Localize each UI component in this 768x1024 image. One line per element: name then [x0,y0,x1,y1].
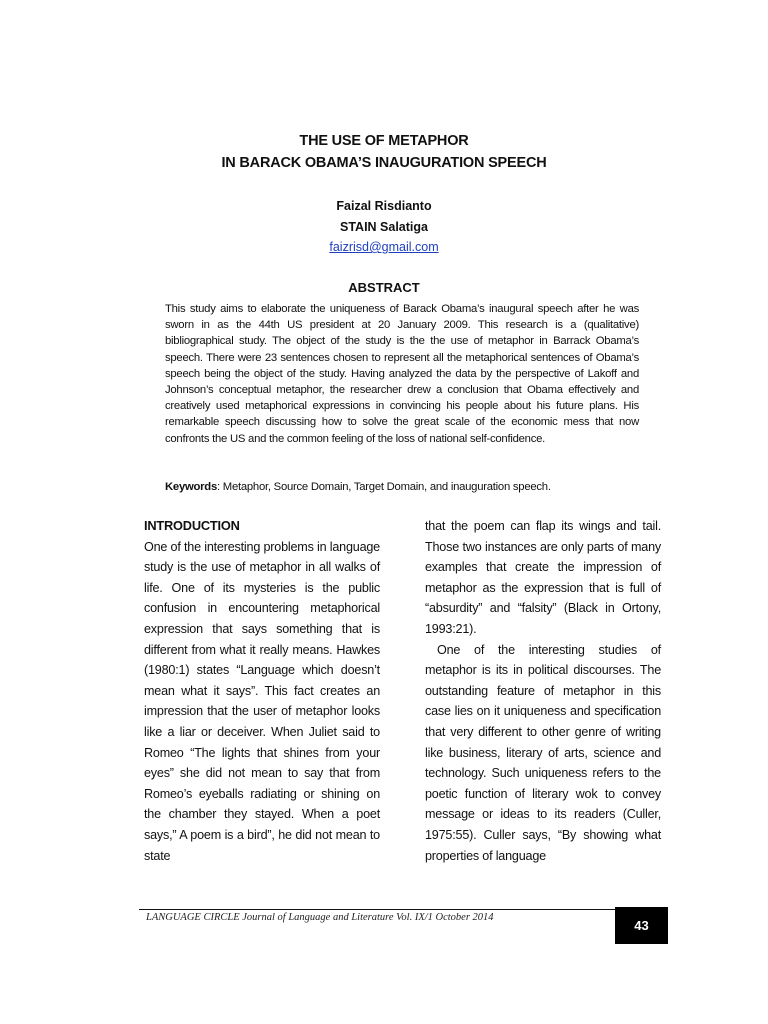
keywords-text: : Metaphor, Source Domain, Target Domain, and inauguration speech. [217,481,551,493]
introduction-paragraph-1: One of the interesting problems in language study is the use of metaphor in all walks of life. One of its mysteries is the public confusion in encountering metaphorical expression that says something that is different from what it really means. Hawkes (1980:1) states “Language which doesn’t mean what it says”. This fact creates an impression that the user of metaphor looks like a liar or deceiver. When Juliet said to Romeo “The lights that shines from your eyes” she did not mean to say that from Romeo’s eyeballs radiating or shining on the chamber they stayed. When a poet says,” A poem is a bird”, he did not mean to state [144,539,380,863]
abstract-heading: ABSTRACT [348,280,420,295]
author-institution: STAIN Salatiga [340,220,428,234]
footer-journal-citation: LANGUAGE CIRCLE Journal of Language and Literature Vol. IX/1 October 2014 [146,912,494,923]
author-name: Faizal Risdianto [336,199,432,213]
paper-title-line-2: IN BARACK OBAMA’S INAUGURATION SPEECH [221,155,547,171]
page-number: 43 [615,907,668,944]
author-email-link[interactable]: faizrisd@gmail.com [329,240,439,254]
footer-divider [139,909,615,910]
introduction-paragraph-1-continued: that the poem can flap its wings and tail. Those two instances are only parts of many examples that create the impression of metaphor as the expression that is full of “absurdity” and “falsity” (Black in Ortony, 1993:21). [425,519,661,636]
right-column [425,516,661,866]
introduction-heading: INTRODUCTION [144,518,240,533]
left-column [144,516,380,866]
introduction-paragraph-2: One of the interesting studies of metaphor is its in political discourses. The outstanding feature of metaphor in this case lies on it uniqueness and specification that very different to other genre of writing like business, literary of arts, science and technology. Such uniqueness refers to the poetic function of literary wok to convey message or ideas to its readers (Culler, 1975:55). Culler says, “By showing what properties of language [425,642,661,863]
abstract-body: This study aims to elaborate the uniqueness of Barack Obama’s inaugural speech after he was sworn in as the 44th US president at 20 January 2009. This research is a (qualitative) bibliographical study. The object of the study is the the use of metaphor in Barrack Obama’s speech. There were 23 sentences chosen to represent all the metaphorical sentences of Obama’s speech being the object of the study. Having analyzed the data by the perspective of Lakoff and Johnson’s conceptual metaphor, the researcher drew a conclusion that Obama effectively and creatively used metaphorical expressions in convincing his people about his future plans. His remarkable speech discussing how to solve the great scale of the economic mess that now confronts the US and the common feeling of the loss of national self-confidence. [165,303,639,445]
keywords-line [165,481,639,493]
keywords-label: Keywords [165,481,217,493]
paper-title-line-1: THE USE OF METAPHOR [299,133,469,149]
